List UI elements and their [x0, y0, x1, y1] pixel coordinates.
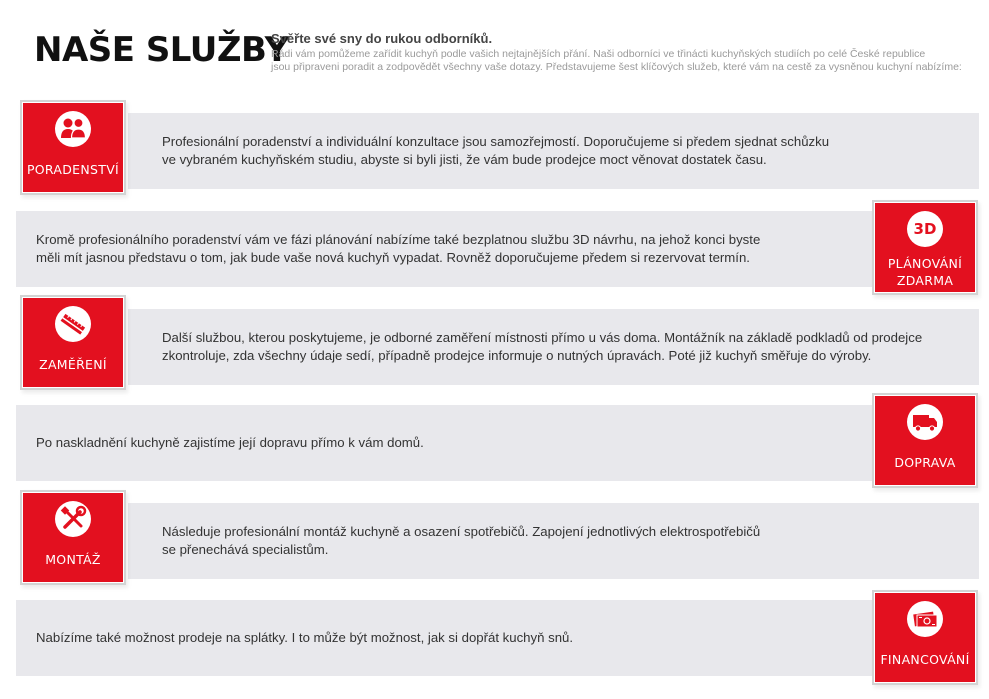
description-line: Nabízíme také možnost prodeje na splátky. I to může být možnost, jak si dopřát kuchyň snů. [36, 630, 574, 645]
3d-icon [907, 211, 943, 247]
service-description [36, 231, 760, 267]
service-band-financovani [16, 600, 877, 676]
intro-block [271, 31, 971, 74]
service-band-planovani [16, 211, 877, 287]
service-tile-zamereni [23, 298, 123, 387]
intro-heading: Svěřte své sny do rukou odborníků. [271, 31, 493, 46]
people-icon [55, 111, 91, 147]
service-band-doprava [16, 405, 877, 481]
description-line: ve vybraném kuchyňském studiu, abyste si byli jisti, že vám bude prodejce moct věnovat dostatek času. [162, 152, 767, 167]
description-line: Kromě profesionálního poradenství vám ve fázi plánování nabízíme také bezplatnou službu 3D návrhu, na jehož konci byste [36, 232, 761, 247]
service-band-zamereni [128, 309, 979, 385]
service-band-poradenstvi [128, 113, 979, 189]
3d-icon-text: 3D [913, 220, 937, 238]
service-tile-planovani [875, 203, 975, 292]
description-line: se přenechává specialistům. [162, 542, 329, 557]
description-line: zkontroluje, zda všechny údaje sedí, případně prodejce informuje o nutných úpravách. Poté již kuchyň směřuje do výroby. [162, 348, 872, 363]
description-line: Následuje profesionální montáž kuchyně a osazení spotřebičů. Zapojení jednotlivých elektrospotřebičů [162, 524, 761, 539]
service-description [162, 329, 922, 365]
service-tile-doprava [875, 396, 975, 485]
service-tile-financovani [875, 593, 975, 682]
service-label: DOPRAVA [894, 455, 956, 470]
service-label-line: ZDARMA [896, 273, 954, 288]
service-band-montaz [128, 503, 979, 579]
description-line: Profesionální poradenství a individuální konzultace jsou samozřejmostí. Doporučujeme si předem sjednat schůzku [162, 134, 830, 149]
money-icon [907, 601, 943, 637]
tools-icon [55, 501, 91, 537]
truck-icon [907, 404, 943, 440]
measure-icon [55, 306, 91, 342]
service-description [162, 133, 829, 169]
description-line: Další službou, kterou poskytujeme, je odborné zaměření místnosti přímo u vás doma. Montážník na základě podkladů od prodejce [162, 330, 923, 345]
service-tile-poradenstvi [23, 103, 123, 192]
intro-line-2: jsou připraveni poradit a zodpovědět všechny vaše dotazy. Představujeme šest klíčových služeb, které vám na cestě za vysněnou kuchyní nabízíme: [271, 61, 962, 73]
service-label: PORADENSTVÍ [26, 162, 120, 177]
service-label: MONTÁŽ [45, 552, 101, 567]
service-label [875, 255, 975, 289]
description-line: Po naskladnění kuchyně zajistíme její dopravu přímo k vám domů. [36, 435, 424, 450]
service-description [36, 434, 424, 452]
intro-text [271, 48, 971, 74]
service-label-line: PLÁNOVÁNÍ [887, 256, 963, 271]
description-line: měli mít jasnou představu o tom, jak bude vaše nová kuchyň vypadat. Rovněž doporučujeme předem si rezervovat termín. [36, 250, 750, 265]
service-description [36, 629, 573, 647]
service-tile-montaz [23, 493, 123, 582]
service-label: ZAMĚŘENÍ [39, 357, 107, 372]
service-label: FINANCOVÁNÍ [880, 652, 970, 667]
page-title: NAŠE SLUŽBY [34, 30, 289, 70]
service-description [162, 523, 760, 559]
intro-line-1: Rádi vám pomůžeme zařídit kuchyň podle vašich nejtajnějších přání. Naši odborníci ve třinácti kuchyňských studiích po celé České republice [271, 48, 926, 60]
